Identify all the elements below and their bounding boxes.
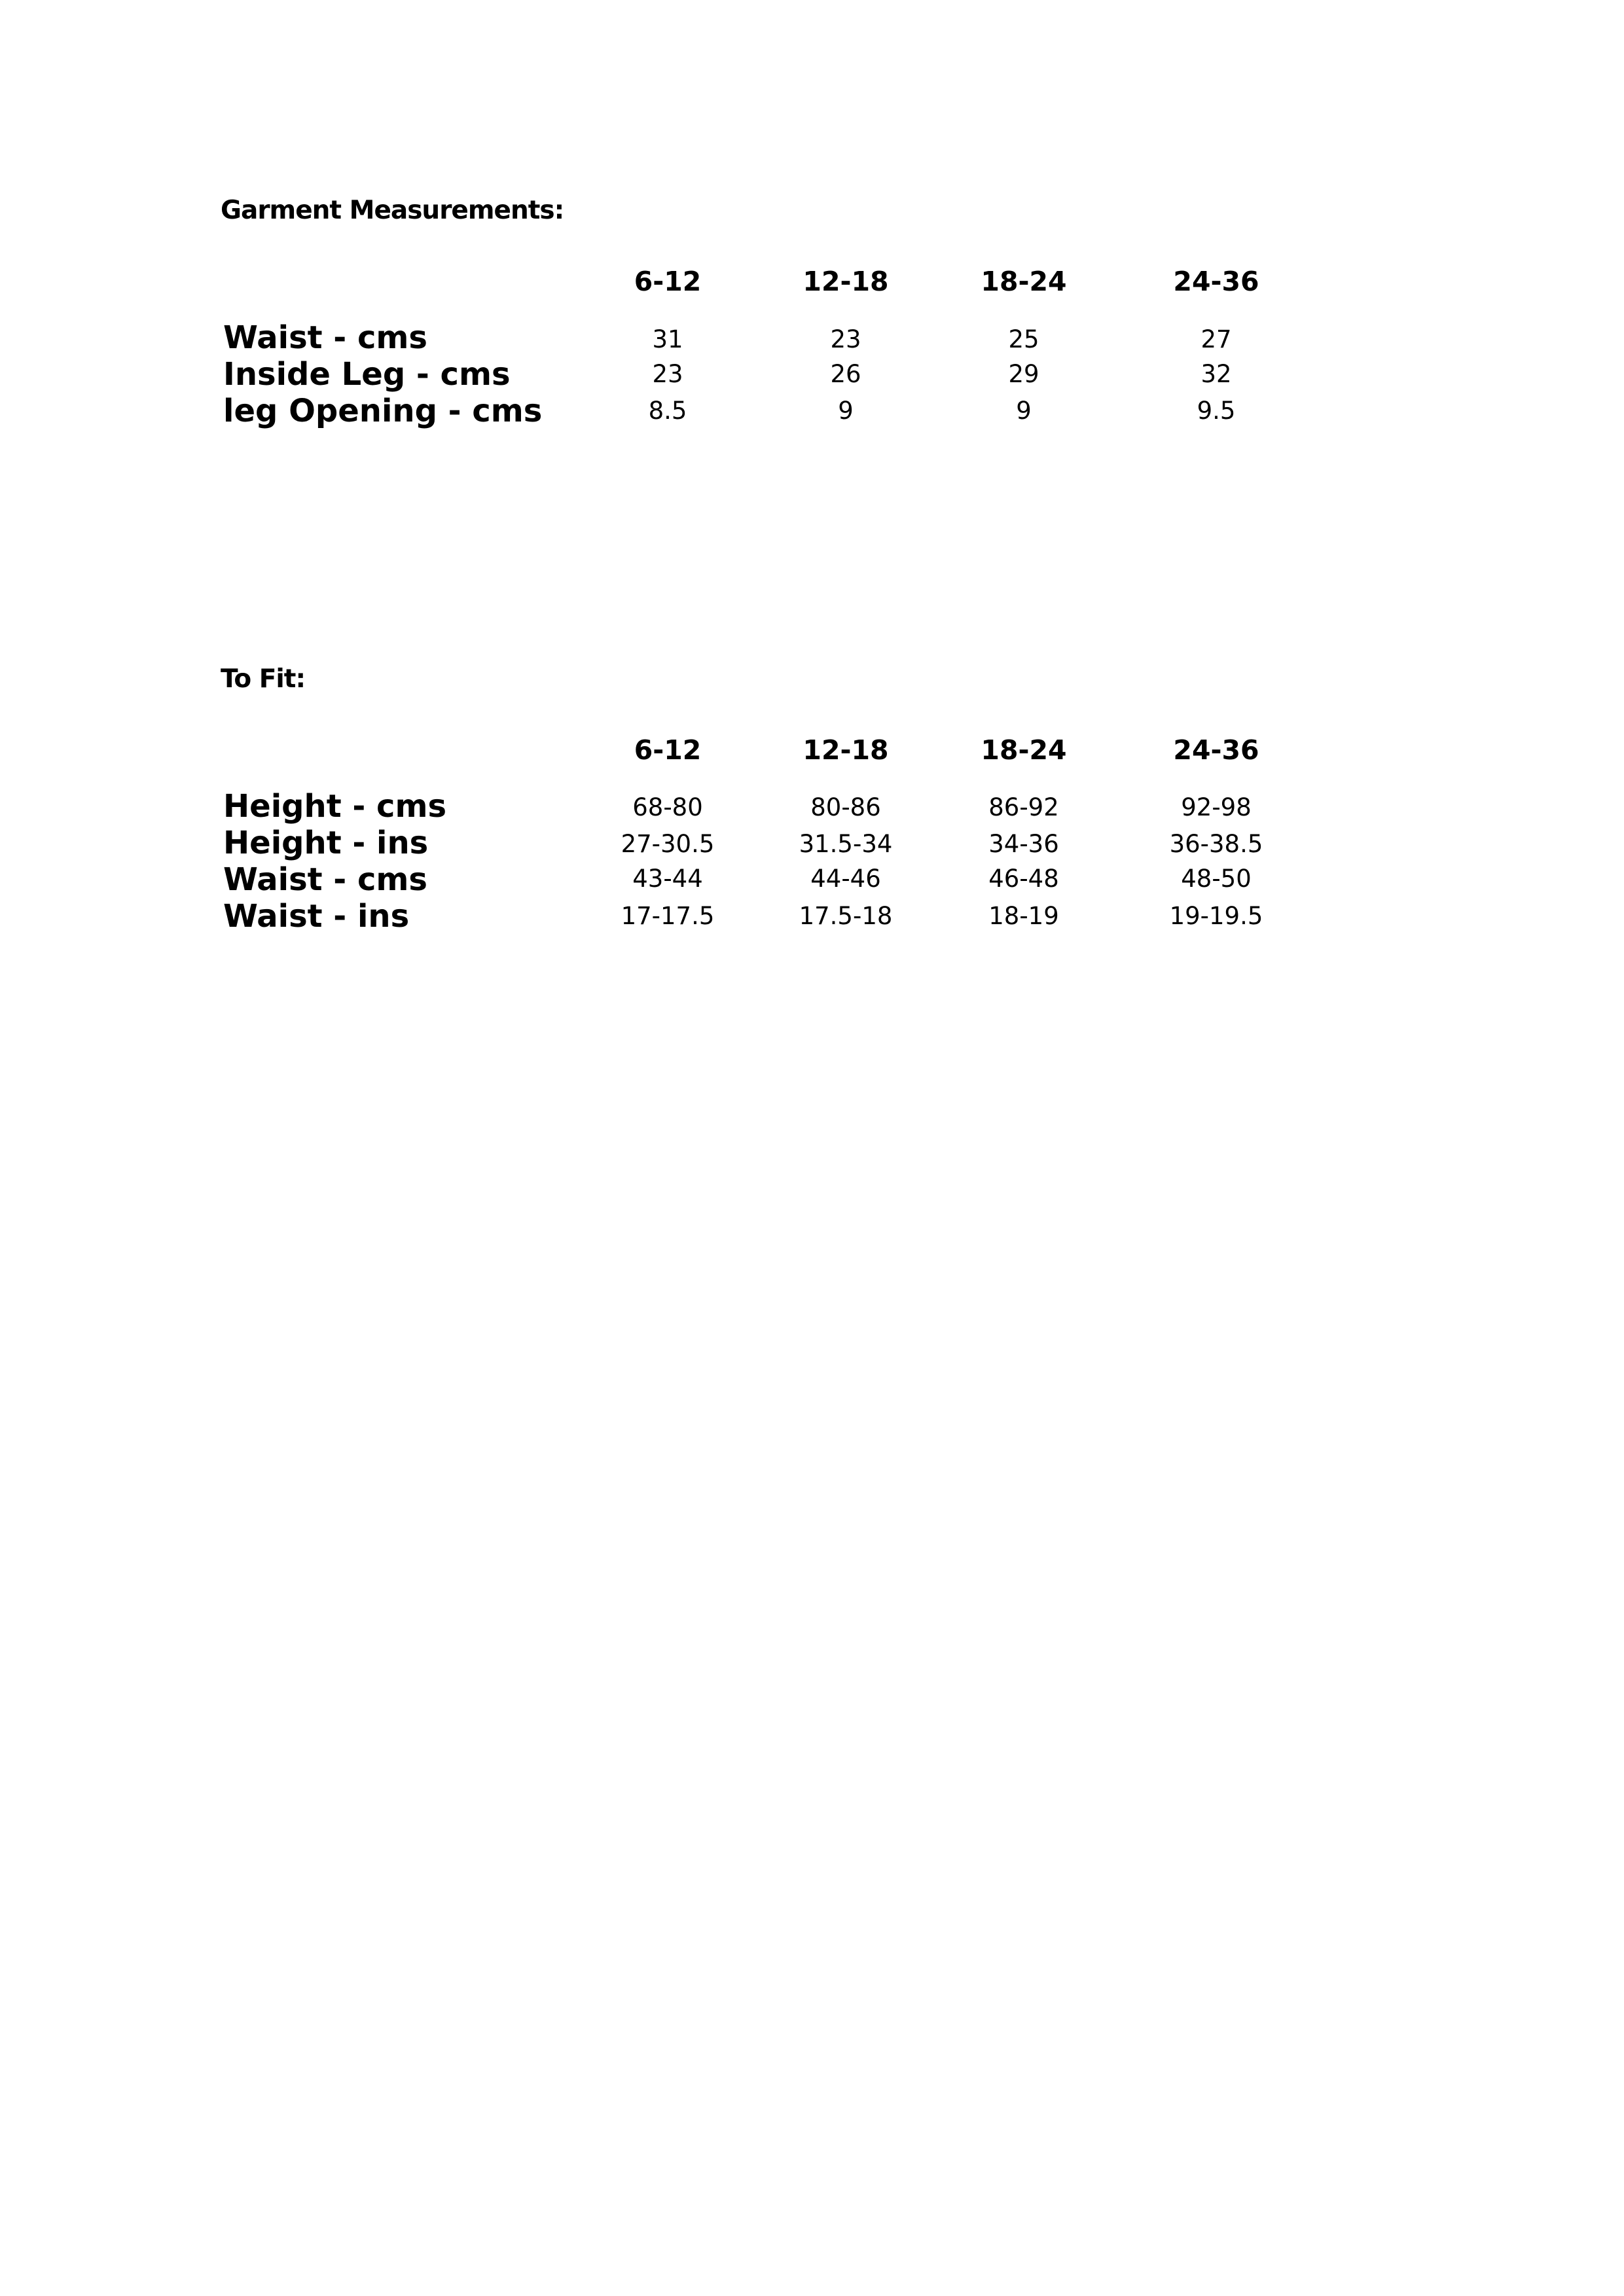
- table-cell: 31: [652, 325, 683, 353]
- size-column-header: 6-12: [634, 266, 702, 297]
- table-cell: 27: [1200, 325, 1232, 353]
- table-cell: 23: [652, 360, 683, 388]
- size-column-header: 24-36: [1173, 734, 1259, 766]
- table-cell: 8.5: [648, 397, 687, 425]
- row-label-waist-cms: Waist - cms: [223, 861, 427, 898]
- table-cell: 27-30.5: [621, 830, 715, 858]
- table-cell: 92-98: [1181, 793, 1252, 821]
- table-cell: 68-80: [632, 793, 703, 821]
- table-cell: 34-36: [988, 830, 1059, 858]
- table-cell: 9: [838, 397, 854, 425]
- table-cell: 46-48: [988, 865, 1059, 893]
- row-label-height-ins: Height - ins: [223, 825, 429, 861]
- to-fit-title: To Fit:: [221, 664, 306, 694]
- table-cell: 17-17.5: [621, 902, 715, 930]
- table-cell: 86-92: [988, 793, 1059, 821]
- table-cell: 44-46: [810, 865, 881, 893]
- table-cell: 26: [830, 360, 861, 388]
- size-column-header: 6-12: [634, 734, 702, 766]
- table-cell: 31.5-34: [799, 830, 893, 858]
- size-column-header: 18-24: [981, 266, 1067, 297]
- table-cell: 43-44: [632, 865, 703, 893]
- table-cell: 23: [830, 325, 861, 353]
- table-cell: 9.5: [1197, 397, 1236, 425]
- size-column-header: 18-24: [981, 734, 1067, 766]
- table-cell: 32: [1200, 360, 1232, 388]
- table-cell: 48-50: [1181, 865, 1252, 893]
- size-column-header: 24-36: [1173, 266, 1259, 297]
- table-cell: 18-19: [988, 902, 1059, 930]
- garment-measurements-title: Garment Measurements:: [221, 196, 564, 225]
- table-cell: 9: [1016, 397, 1032, 425]
- size-column-header: 12-18: [803, 734, 889, 766]
- table-cell: 36-38.5: [1169, 830, 1263, 858]
- table-cell: 80-86: [810, 793, 881, 821]
- row-label-waist-ins: Waist - ins: [223, 898, 410, 935]
- table-cell: 25: [1008, 325, 1039, 353]
- row-label-leg-opening-cms: leg Opening - cms: [223, 393, 543, 429]
- row-label-height-cms: Height - cms: [223, 788, 447, 825]
- table-cell: 17.5-18: [799, 902, 893, 930]
- table-cell: 29: [1008, 360, 1039, 388]
- table-cell: 19-19.5: [1169, 902, 1263, 930]
- row-label-inside-leg-cms: Inside Leg - cms: [223, 356, 511, 393]
- size-column-header: 12-18: [803, 266, 889, 297]
- row-label-waist-cms: Waist - cms: [223, 319, 427, 356]
